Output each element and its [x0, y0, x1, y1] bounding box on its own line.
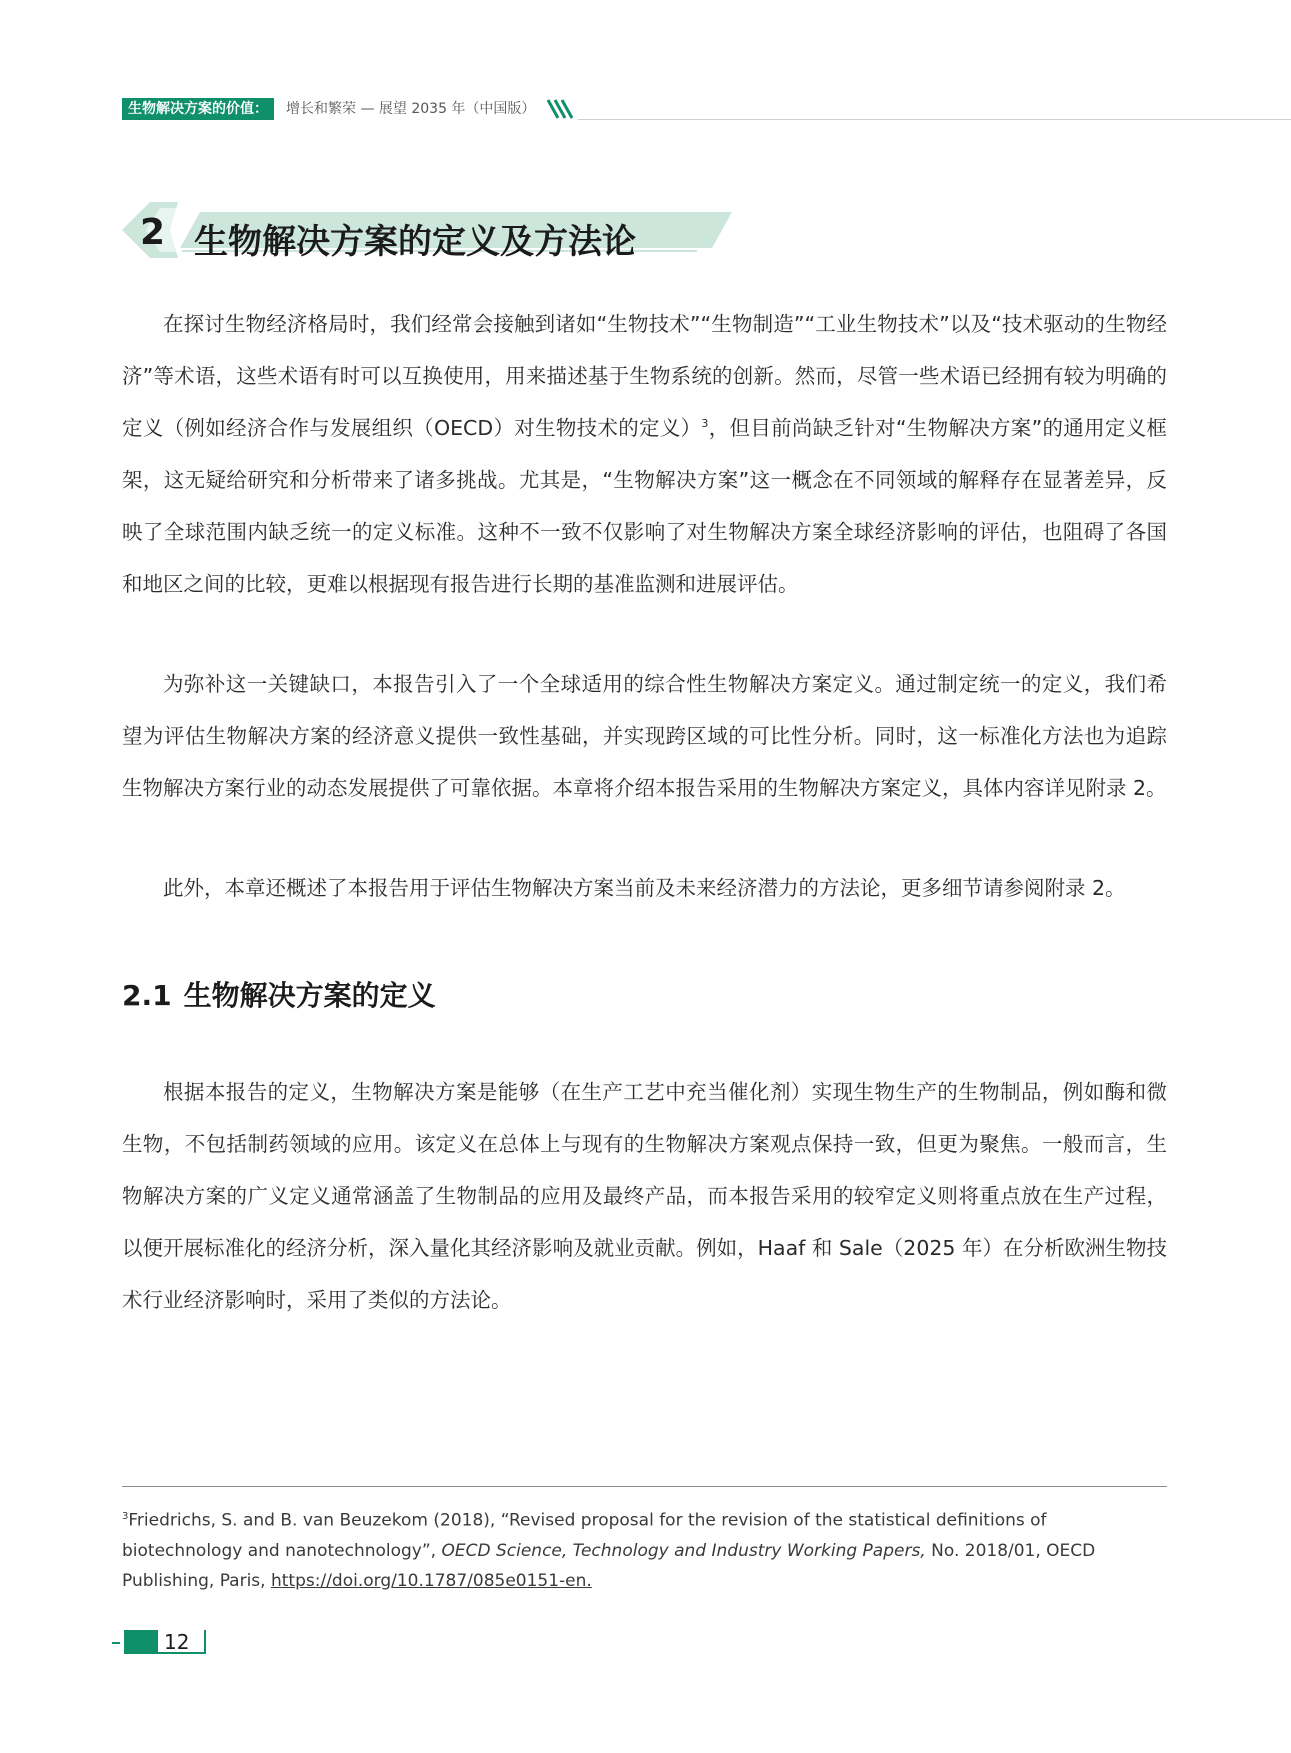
body-paragraph-1: 在探讨生物经济格局时，我们经常会接触到诸如“生物技术”“生物制造”“工业生物技术”以及“技术驱动的生物经济”等术语，这些术语有时可以互换使用，用来描述基于生物系统的创新。然而，尽管一些术语已经拥有较为明确的定义（例如经济合作与发展组织（OECD）对生物技术的定义）$^3$，但目前尚缺乏针对“生物解决方案”的通用定义框架，这无疑给研究和分析带来了诸多挑战。尤其是，“生物解决方案”这一概念在不同领域的解释存在显著差异，反映了全球范围内缺乏统一的定义标准。这种不一致不仅影响了对生物解决方案全球经济影响的评估，也阻碍了各国和地区之间的比较，更难以根据现有报告进行长期的基准监测和进展评估。 [122, 312, 1167, 596]
footnote-link[interactable]: https://doi.org/10.1787/085e0151-en. [270, 1570, 592, 1591]
footnote-marker: 3 [122, 1511, 129, 1522]
page-number-box [112, 1628, 212, 1658]
running-header [122, 98, 1291, 122]
chapter-title: 生物解决方案的定义及方法论 [194, 222, 636, 262]
section-title: 生物解决方案的定义 [183, 979, 436, 1012]
footnote-rule [122, 1486, 1167, 1487]
chapter-heading [122, 202, 742, 272]
chapter-number: 2 [140, 212, 166, 253]
page-number: 12 [164, 1630, 190, 1654]
header-tag: 生物解决方案的价值： [122, 98, 274, 120]
page-block [124, 1630, 158, 1654]
section-paragraph-1: 根据本报告的定义，生物解决方案是能够（在生产工艺中充当催化剂）实现生物生产的生物制品，例如酶和微生物，不包括制药领域的应用。该定义在总体上与现有的生物解决方案观点保持一致，但更为聚焦。一般而言，生物解决方案的广义定义通常涵盖了生物制品的应用及最终产品，而本报告采用的较窄定义则将重点放在生产过程，以便开展标准化的经济分析，深入量化其经济影响及就业贡献。例如，Haaf 和 Sale（2025 年）在分析欧洲生物技术行业经济影响时，采用了类似的方法论。 [122, 1080, 1167, 1312]
section-number: 2.1 [122, 979, 172, 1012]
header-subtitle: 增长和繁荣 — 展望 2035 年（中国版） [286, 101, 536, 117]
page-dash [112, 1642, 120, 1644]
body-paragraph-2: 为弥补这一关键缺口，本报告引入了一个全球适用的综合性生物解决方案定义。通过制定统一的定义，我们希望为评估生物解决方案的经济意义提供一致性基础，并实现跨区域的可比性分析。同时，这一标准化方法也为追踪生物解决方案行业的动态发展提供了可靠依据。本章将介绍本报告采用的生物解决方案定义，具体内容详见附录 2。 [122, 672, 1167, 800]
header-rule [578, 119, 1291, 120]
footnote-ref[interactable]: 3 [701, 417, 709, 431]
footnote: $^3$Friedrichs, S. and B. van Beuzekom (2018), “Revised proposal for the revision of the statistical definitions of biotechnology and nanotechnology”, OECD Science, Technology and Industry Working Papers, No. 2018/01, OECD Publishing, Paris, https://doi.org/10.1787/085e0151-en. [122, 1510, 1096, 1591]
section-heading [122, 974, 448, 1014]
body-paragraph-3: 此外，本章还概述了本报告用于评估生物解决方案当前及未来经济潜力的方法论，更多细节请参阅附录 2。 [163, 876, 1126, 900]
slashes-icon [546, 98, 574, 120]
footnote-journal: OECD Science, Technology and Industry Working Papers, [441, 1540, 926, 1561]
